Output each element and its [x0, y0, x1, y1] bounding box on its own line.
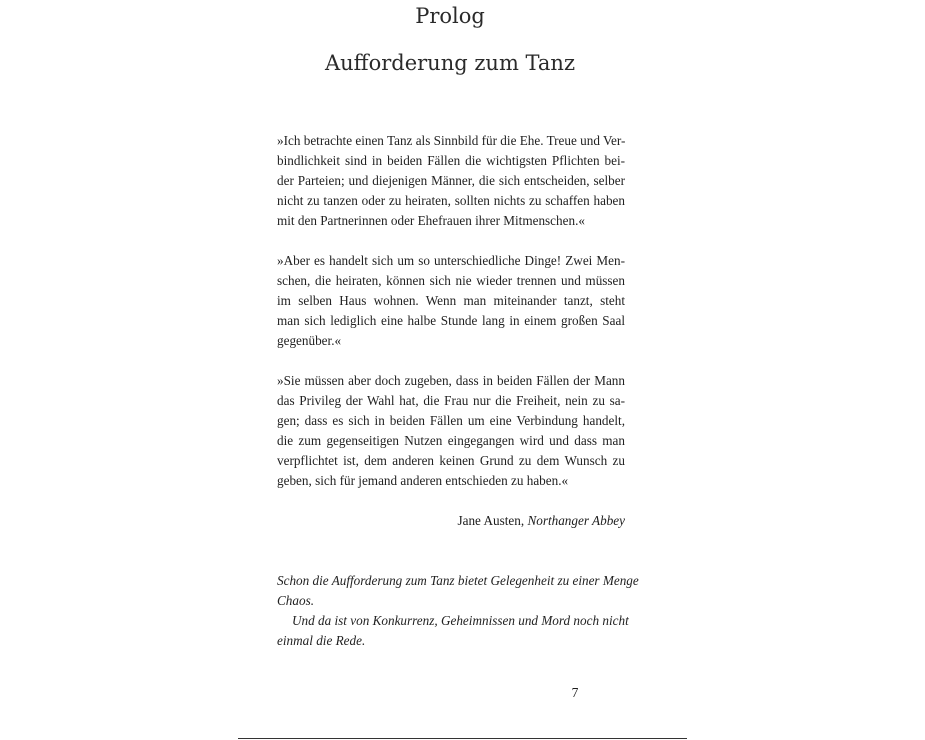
text-line: gegenüber.« — [277, 333, 342, 348]
text-line: im selben Haus wohnen. Wenn man miteinander tanzt, steht — [277, 293, 625, 308]
text-line: gen; dass es sich in beiden Fällen um eine Verbindung handelt, — [277, 413, 625, 428]
attribution-author: Jane Austen, — [457, 513, 525, 528]
page-number: 7 — [571, 685, 579, 700]
text-line: man sich lediglich eine halbe Stunde lang in einem großen Saal — [277, 313, 625, 328]
text-line: die zum gegenseitigen Nutzen eingegangen wird und dass man — [277, 433, 625, 448]
text-line: Schon die Aufforderung zum Tanz bietet Gelegenheit zu einer Menge — [277, 573, 639, 588]
prolog-label: Prolog — [415, 4, 485, 28]
attribution-work: Northanger Abbey — [527, 513, 625, 528]
epigraph-paragraph-3 — [277, 371, 625, 491]
text-line: schen, die heiraten, können sich nie wieder trennen und müssen — [277, 273, 625, 288]
epigraph-attribution — [277, 511, 625, 531]
text-line: Und da ist von Konkurrenz, Geheimnissen und Mord noch nicht — [292, 613, 629, 628]
text-line: nicht zu tanzen oder zu heiraten, sollten nichts zu schaffen haben — [277, 193, 625, 208]
text-line: mit den Partnerinnen oder Ehefrauen ihrer Mitmenschen.« — [277, 213, 585, 228]
text-line: »Ich betrachte einen Tanz als Sinnbild für die Ehe. Treue und Ver- — [277, 133, 626, 148]
text-line: das Privileg der Wahl hat, die Frau nur die Freiheit, nein zu sa- — [277, 393, 625, 408]
text-line: »Aber es handelt sich um so unterschiedliche Dinge! Zwei Men- — [277, 253, 625, 268]
text-line: Chaos. — [277, 593, 315, 608]
text-line: bindlichkeit sind in beiden Fällen die wichtigsten Pflichten bei- — [277, 153, 625, 168]
chapter-title: Aufforderung zum Tanz — [324, 51, 576, 75]
bottom-divider — [238, 738, 687, 739]
text-line: geben, sich für jemand anderen entschieden zu haben.« — [277, 473, 569, 488]
text-line: verpflichtet ist, dem anderen keinen Grund zu dem Wunsch zu — [277, 453, 625, 468]
text-line: »Sie müssen aber doch zugeben, dass in beiden Fällen der Mann — [277, 373, 625, 388]
text-line: der Parteien; und diejenigen Männer, die sich entscheiden, selber — [277, 173, 625, 188]
epigraph-paragraph-2 — [277, 251, 625, 351]
text-line: einmal die Rede. — [277, 633, 366, 648]
epigraph-paragraph-1 — [277, 131, 625, 231]
teaser-text — [277, 571, 639, 651]
